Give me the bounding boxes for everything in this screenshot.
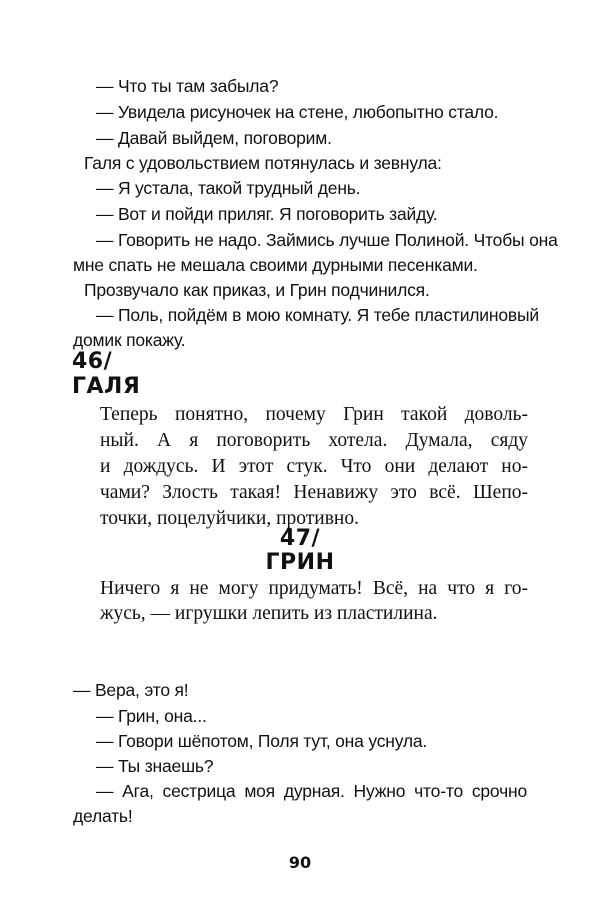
text-line: — Говори шёпотом, Поля тут, она уснула. <box>96 731 428 751</box>
text-line: — Вера, это я! <box>73 680 189 700</box>
text-line: — Поль, пойдём в мою комнату. Я тебе пластилиновый <box>96 305 539 325</box>
page-number: 90 <box>288 853 312 872</box>
text-line: — Ага, сестрица моя дурная. Нужно что-то срочно <box>96 781 527 801</box>
text-line: Галя с удовольствием потянулась и зевнула: <box>84 153 442 173</box>
paragraph-line: точки, поцелуйчики, противно. <box>100 508 359 529</box>
paragraph-line: чами? Злость такая! Ненавижу это всё. Шепо- <box>100 482 528 503</box>
text-line: — Говорить не надо. Займись лучше Полиной. Чтобы она <box>96 230 558 250</box>
chapter-title: ГРИН <box>265 550 335 575</box>
chapter-title: ГАЛЯ <box>72 374 141 399</box>
text-line: — Грин, она... <box>96 706 207 726</box>
paragraph-line: жусь, — игрушки лепить из пластилина. <box>100 603 438 624</box>
paragraph-line: Ничего я не могу придумать! Всё, на что я го- <box>100 578 528 599</box>
chapter-number: 47/ <box>279 526 321 551</box>
chapter-number: 46/ <box>72 349 113 374</box>
text-line: домик покажу. <box>73 330 186 350</box>
text-line: мне спать не мешала своими дурными песенками. <box>73 255 478 275</box>
text-line: — Я устала, такой трудный день. <box>96 178 361 198</box>
paragraph-line: Теперь понятно, почему Грин такой доволь- <box>100 404 528 425</box>
text-line: делать! <box>73 806 133 826</box>
text-line: Прозвучало как приказ, и Грин подчинился. <box>84 280 430 300</box>
text-line: — Давай выйдем, поговорим. <box>96 128 332 148</box>
paragraph-line: и дождусь. И этот стук. Что они делают но- <box>100 456 528 477</box>
paragraph-line: ный. А я поговорить хотела. Думала, сяду <box>100 430 528 451</box>
text-line: — Что ты там забыла? <box>96 76 279 96</box>
text-line: — Увидела рисуночек на стене, любопытно стало. <box>96 102 499 122</box>
text-line: — Ты знаешь? <box>96 756 214 776</box>
text-line: — Вот и пойди приляг. Я поговорить зайду. <box>96 204 438 224</box>
